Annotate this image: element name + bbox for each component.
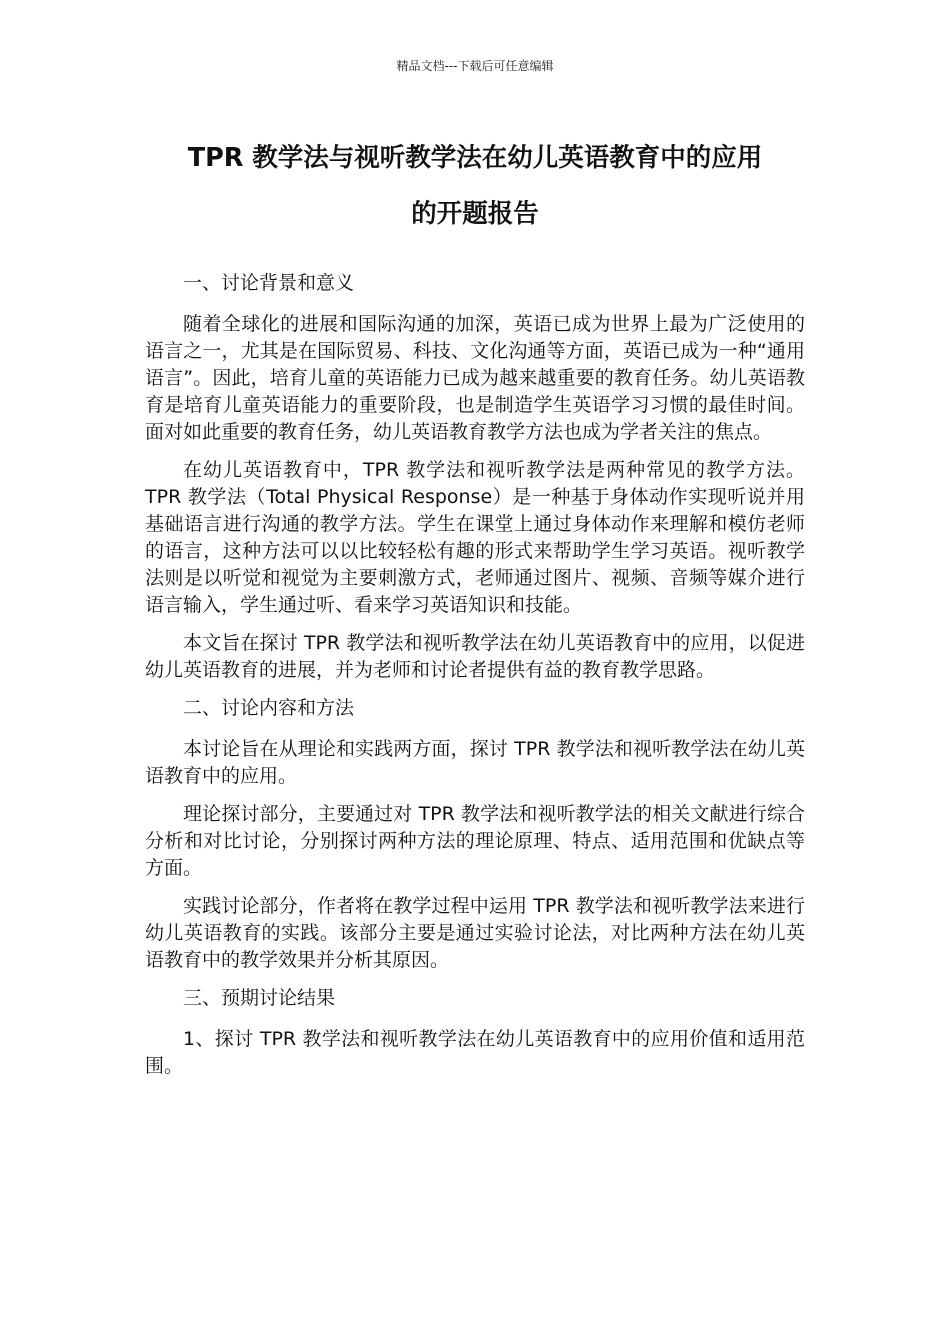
document-title-line-2: 的开题报告 [411,199,539,229]
section-3-paragraph-1: 1、探讨 TPR 教学法和视听教学法在幼儿英语教育中的应用价值和适用范围。 [145,1028,805,1077]
section-2-paragraph-1: 本讨论旨在从理论和实践两方面，探讨 TPR 教学法和视听教学法在幼儿英语教育中的应用。 [145,738,805,787]
document-title-line-1: TPR 教学法与视听教学法在幼儿英语教育中的应用 [187,143,763,173]
header-note: 精品文档---下载后可任意编辑 [396,59,554,73]
section-2-paragraph-2: 理论探讨部分，主要通过对 TPR 教学法和视听教学法的相关文献进行综合分析和对比讨论，分别探讨两种方法的理论原理、特点、适用范围和优缺点等方面。 [145,803,805,879]
document-body [145,270,805,1091]
section-2-paragraph-3: 实践讨论部分，作者将在教学过程中运用 TPR 教学法和视听教学法来进行幼儿英语教育的实践。该部分主要是通过实验讨论法，对比两种方法在幼儿英语教育中的教学效果并分析其原因。 [145,895,805,971]
section-3-heading: 三、预期讨论结果 [183,987,336,1009]
section-1-paragraph-3: 本文旨在探讨 TPR 教学法和视听教学法在幼儿英语教育中的应用，以促进幼儿英语教育的进展，并为老师和讨论者提供有益的教育教学思路。 [145,632,805,681]
section-1-paragraph-2: 在幼儿英语教育中，TPR 教学法和视听教学法是两种常见的教学方法。TPR 教学法（Total Physical Response）是一种基于身体动作实现听说并用基础语言进行沟通的教学方法。学生在课堂上通过身体动作来理解和模仿老师的语言，这种方法可以以比较轻松有趣的形式来帮助学生学习英语。视听教学法则是以听觉和视觉为主要刺激方式，老师通过图片、视频、音频等媒介进行语言输入，学生通过听、看来学习英语知识和技能。 [145,459,805,616]
section-1-heading: 一、讨论背景和意义 [183,272,355,294]
section-2-heading: 二、讨论内容和方法 [183,697,355,719]
section-1-paragraph-1: 随着全球化的进展和国际沟通的加深，英语已成为世界上最为广泛使用的语言之一，尤其是在国际贸易、科技、文化沟通等方面，英语已成为一种“通用语言”。因此，培育儿童的英语能力已成为越来越重要的教育任务。幼儿英语教育是培育儿童英语能力的重要阶段，也是制造学生英语学习习惯的最佳时间。面对如此重要的教育任务，幼儿英语教育教学方法也成为学者关注的焦点。 [145,313,805,443]
